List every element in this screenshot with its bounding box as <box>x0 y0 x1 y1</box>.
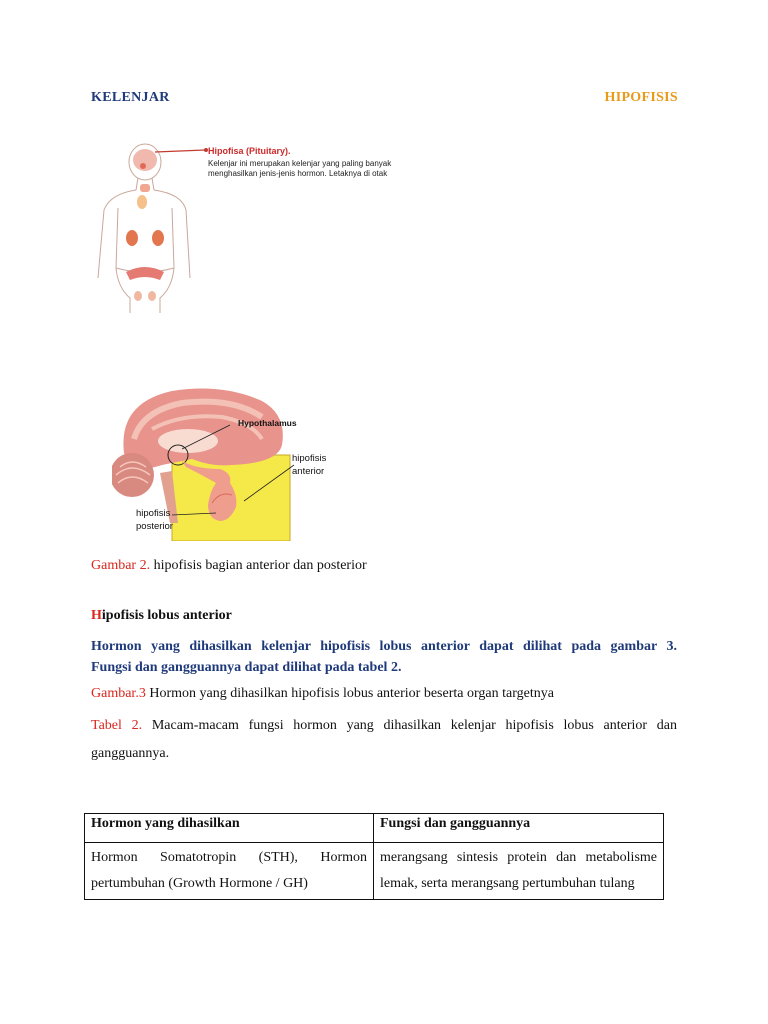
label-hipofisis-posterior: hipofisis posterior <box>136 508 173 532</box>
caption-gambar-2-prefix: Gambar 2. <box>91 558 151 573</box>
section-title-initial: H <box>91 608 102 623</box>
table-header-row <box>85 814 664 843</box>
caption-gambar-2-text: hipofisis bagian anterior dan posterior <box>150 558 367 573</box>
paragraph-line-2: Fungsi dan gangguannya dapat dilihat pada tabel 2. <box>91 660 402 675</box>
caption-tabel-2-prefix: Tabel 2. <box>91 718 143 733</box>
table-header-hormon: Hormon yang dihasilkan <box>85 814 374 843</box>
label-hipofisis-anterior: hipofisis anterior <box>292 453 327 477</box>
table-cell-fungsi: merangsang sintesis protein dan metabolisme lemak, serta merangsang pertumbuhan tulang <box>374 843 664 900</box>
section-title <box>91 608 232 624</box>
section-title-rest: ipofisis lobus anterior <box>101 608 232 623</box>
table-cell-hormon: Hormon Somatotropin (STH), Hormon pertumbuhan (Growth Hormone / GH) <box>85 843 374 900</box>
paragraph-line-1: Hormon yang dihasilkan kelenjar hipofisis lobus anterior dapat dilihat pada gambar 3. <box>91 639 677 654</box>
table-header-fungsi: Fungsi dan gangguannya <box>374 814 664 843</box>
caption-gambar-2 <box>91 558 367 574</box>
label-hypothalamus: Hypothalamus <box>238 418 297 428</box>
caption-gambar-3 <box>91 686 554 702</box>
table-row <box>85 843 664 900</box>
figure1-description: Kelenjar ini merupakan kelenjar yang paling banyak menghasilkan jenis-jenis hormon. Letaknya di otak <box>208 159 392 178</box>
heading-hipofisis: HIPOFISIS <box>604 90 678 105</box>
caption-tabel-2 <box>91 712 677 768</box>
caption-tabel-2-text: Macam-macam fungsi hormon yang dihasilkan kelenjar hipofisis lobus anterior dan gangguannya. <box>91 718 677 761</box>
figure1-title: Hipofisa (Pituitary). <box>208 146 291 156</box>
caption-gambar-3-text: Hormon yang dihasilkan hipofisis lobus anterior beserta organ targetnya <box>145 686 554 701</box>
hormone-table <box>84 813 664 900</box>
heading-kelenjar: KELENJAR <box>91 90 170 105</box>
caption-gambar-3-prefix: Gambar.3 <box>91 686 146 701</box>
